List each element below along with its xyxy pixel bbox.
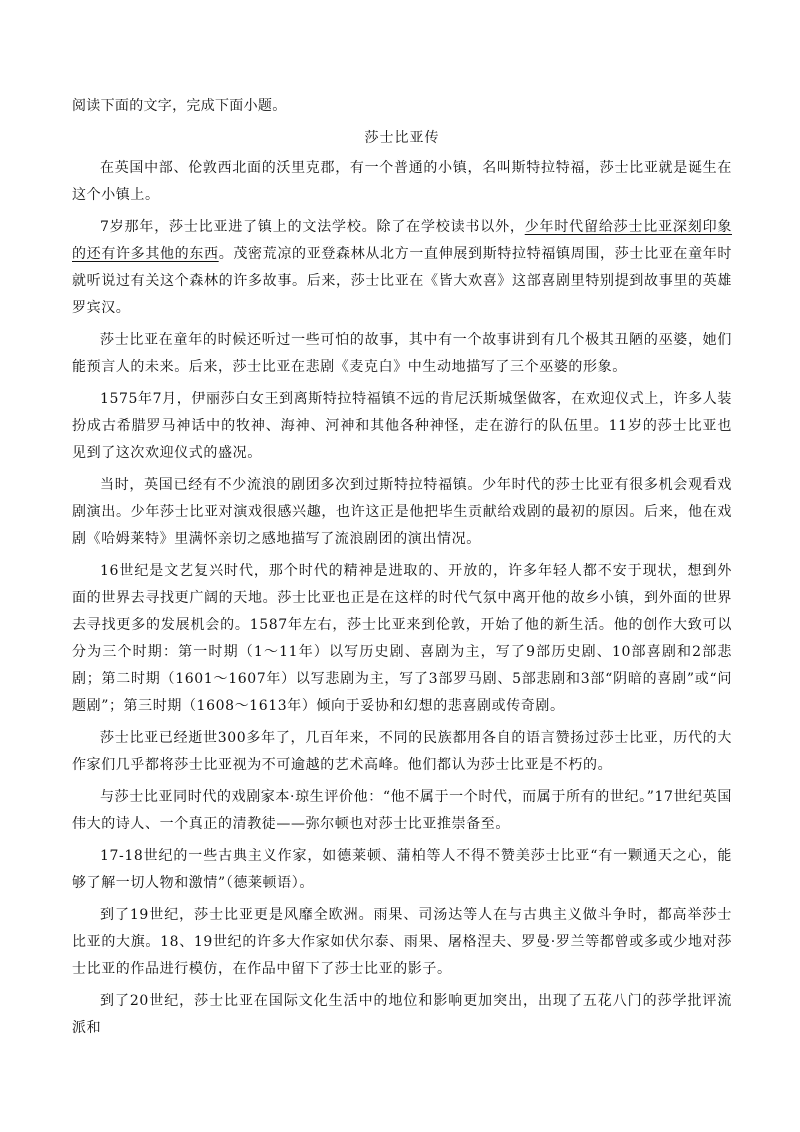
paragraph-3: 莎士比亚在童年的时候还听过一些可怕的故事，其中有一个故事讲到有几个极其丑陋的巫婆，她们能预言人的未来。后来，莎士比亚在悲剧《麦克白》中生动地描写了三个巫婆的形象。 (72, 332, 732, 375)
paragraph-2-after: 。茂密荒凉的亚登森林从北方一直伸展到斯特拉特福镇周围，莎士比亚在童年时就听说过有关这个森林的许多故事。后来，莎士比亚在《皆大欢喜》这部喜剧里特别提到故事里的英雄罗宾汉。 (72, 246, 733, 316)
document-page (72, 95, 732, 1047)
article-title: 莎士比亚传 (364, 130, 440, 146)
paragraph-8: 与莎士比亚同时代的戏剧家本·琼生评价他：“他不属于一个时代，而属于所有的世纪。”17世纪英国伟大的诗人、一个真正的清教徒——弥尔顿也对莎士比亚推崇备至。 (72, 789, 732, 832)
question-instruction: 阅读下面的文字，完成下面小题。 (72, 98, 287, 114)
paragraph-2-before: 7岁那年，莎士比亚进了镇上的文法学校。除了在学校读书以外， (100, 219, 525, 235)
paragraph-11: 到了20世纪，莎士比亚在国际文化生活中的地位和影响更加突出，出现了五花八门的莎学批评流派和 (72, 993, 732, 1036)
paragraph-10: 到了19世纪，莎士比亚更是风靡全欧洲。雨果、司汤达等人在与古典主义做斗争时，都高举莎士比亚的大旗。18、19世纪的许多大作家如伏尔泰、雨果、屠格涅夫、罗曼·罗兰等都曾或多或少地对莎士比亚的作品进行模仿，在作品中留下了莎士比亚的影子。 (72, 907, 732, 977)
paragraph-7: 莎士比亚已经逝世300多年了，几百年来，不同的民族都用各自的语言赞扬过莎士比亚，历代的大作家们几乎都将莎士比亚视为不可逾越的艺术高峰。他们都认为莎士比亚是不朽的。 (72, 730, 732, 773)
paragraph-9: 17-18世纪的一些古典主义作家，如德莱顿、蒲柏等人不得不赞美莎士比亚“有一颗通天之心，能够了解一切人物和激情”（德莱顿语）。 (72, 848, 732, 891)
paragraph-1: 在英国中部、伦敦西北面的沃里克郡，有一个普通的小镇，名叫斯特拉特福，莎士比亚就是诞生在这个小镇上。 (72, 160, 732, 203)
paragraph-5: 当时，英国已经有不少流浪的剧团多次到过斯特拉特福镇。少年时代的莎士比亚有很多机会观看戏剧演出。少年莎士比亚对演戏很感兴趣，也许这正是他把毕生贡献给戏剧的最初的原因。后来，他在戏剧《哈姆莱特》里满怀亲切之感地描写了流浪剧团的演出情况。 (72, 477, 732, 547)
paragraph-6: 16世纪是文艺复兴时代，那个时代的精神是进取的、开放的，许多年轻人都不安于现状，想到外面的世界去寻找更广阔的天地。莎士比亚也正是在这样的时代气氛中离开他的故乡小镇，到外面的世界去寻找更多的发展机会的。1587年左右，莎士比亚来到伦敦，开始了他的新生活。他的创作大致可以分为三个时期：第一时期（1～11年）以写历史剧、喜剧为主，写了9部历史剧、10部喜剧和2部悲剧；第二时期（1601～1607年）以写悲剧为主，写了3部罗马剧、5部悲剧和3部“阴暗的喜剧”或“问题剧”；第三时期（1608～1613年）倾向于妥协和幻想的悲喜剧或传奇剧。 (72, 563, 732, 714)
paragraph-4: 1575年7月，伊丽莎白女王到离斯特拉特福镇不远的肯尼沃斯城堡做客，在欢迎仪式上，许多人装扮成古希腊罗马神话中的牧神、海神、河神和其他各种神怪，走在游行的队伍里。11岁的莎士比亚也见到了这次欢迎仪式的盛况。 (72, 391, 732, 461)
paragraph-2 (72, 214, 732, 322)
underlined-sentence: 少年时代留给莎士比亚深刻印象的还有许多其他的东西 (72, 219, 732, 262)
